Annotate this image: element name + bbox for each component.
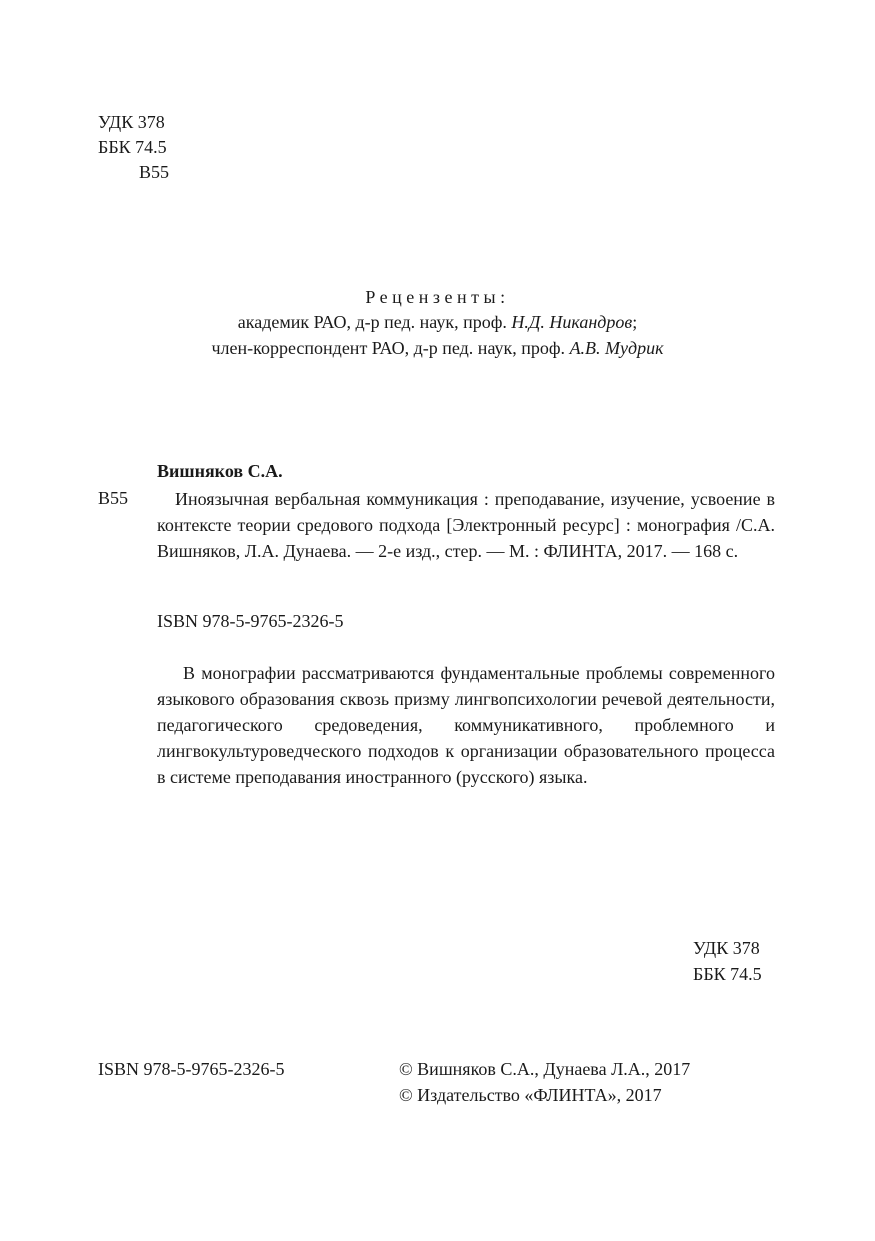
record-isbn: ISBN 978-5-9765-2326-5 — [157, 611, 344, 631]
reviewer-1 — [0, 310, 875, 334]
reviewer-1-name: Н.Д. Никандров — [511, 312, 633, 332]
reviewer-2 — [0, 336, 875, 360]
reviewer-1-suffix: ; — [632, 312, 638, 332]
reviewers-heading: Рецензенты: — [365, 287, 510, 307]
reviewer-2-credentials: член-корреспондент РАО, д-р пед. наук, проф. — [211, 338, 570, 358]
bbk-code-top: ББК 74.5 — [98, 137, 167, 157]
annotation-text: В монографии рассматриваются фундаментальные проблемы современного языкового образования сквозь призму лингвопсихологии речевой деятельности, педагогического средоведения, коммуникативного, проблемного и лингвокультуроведческого подходов к организации образовательного процесса в системе преподавания иностранного (русского) языка. — [157, 663, 775, 787]
reviewer-1-credentials: академик РАО, д-р пед. наук, проф. — [237, 312, 512, 332]
udk-code-top: УДК 378 — [98, 112, 165, 132]
record-author-mark: В55 — [98, 488, 129, 508]
copyright-authors: © Вишняков С.А., Дунаева Л.А., 2017 — [399, 1059, 691, 1079]
footer-isbn: ISBN 978-5-9765-2326-5 — [98, 1059, 285, 1079]
author-mark-top: В55 — [139, 162, 170, 182]
record-author: Вишняков С.А. — [157, 461, 283, 481]
copyright-publisher: © Издательство «ФЛИНТА», 2017 — [399, 1085, 662, 1105]
udk-code-bottom: УДК 378 — [693, 938, 760, 958]
bbk-code-bottom: ББК 74.5 — [693, 964, 762, 984]
record-description: Иноязычная вербальная коммуникация : преподавание, изучение, усвоение в контексте теории средового подхода [Электронный ресурс] : монография /С.А. Вишняков, Л.А. Дунаева. — 2-е изд., стер. — М. : ФЛИНТА, 2017. — 168 с. — [157, 489, 775, 561]
reviewer-2-name: А.В. Мудрик — [569, 338, 664, 358]
